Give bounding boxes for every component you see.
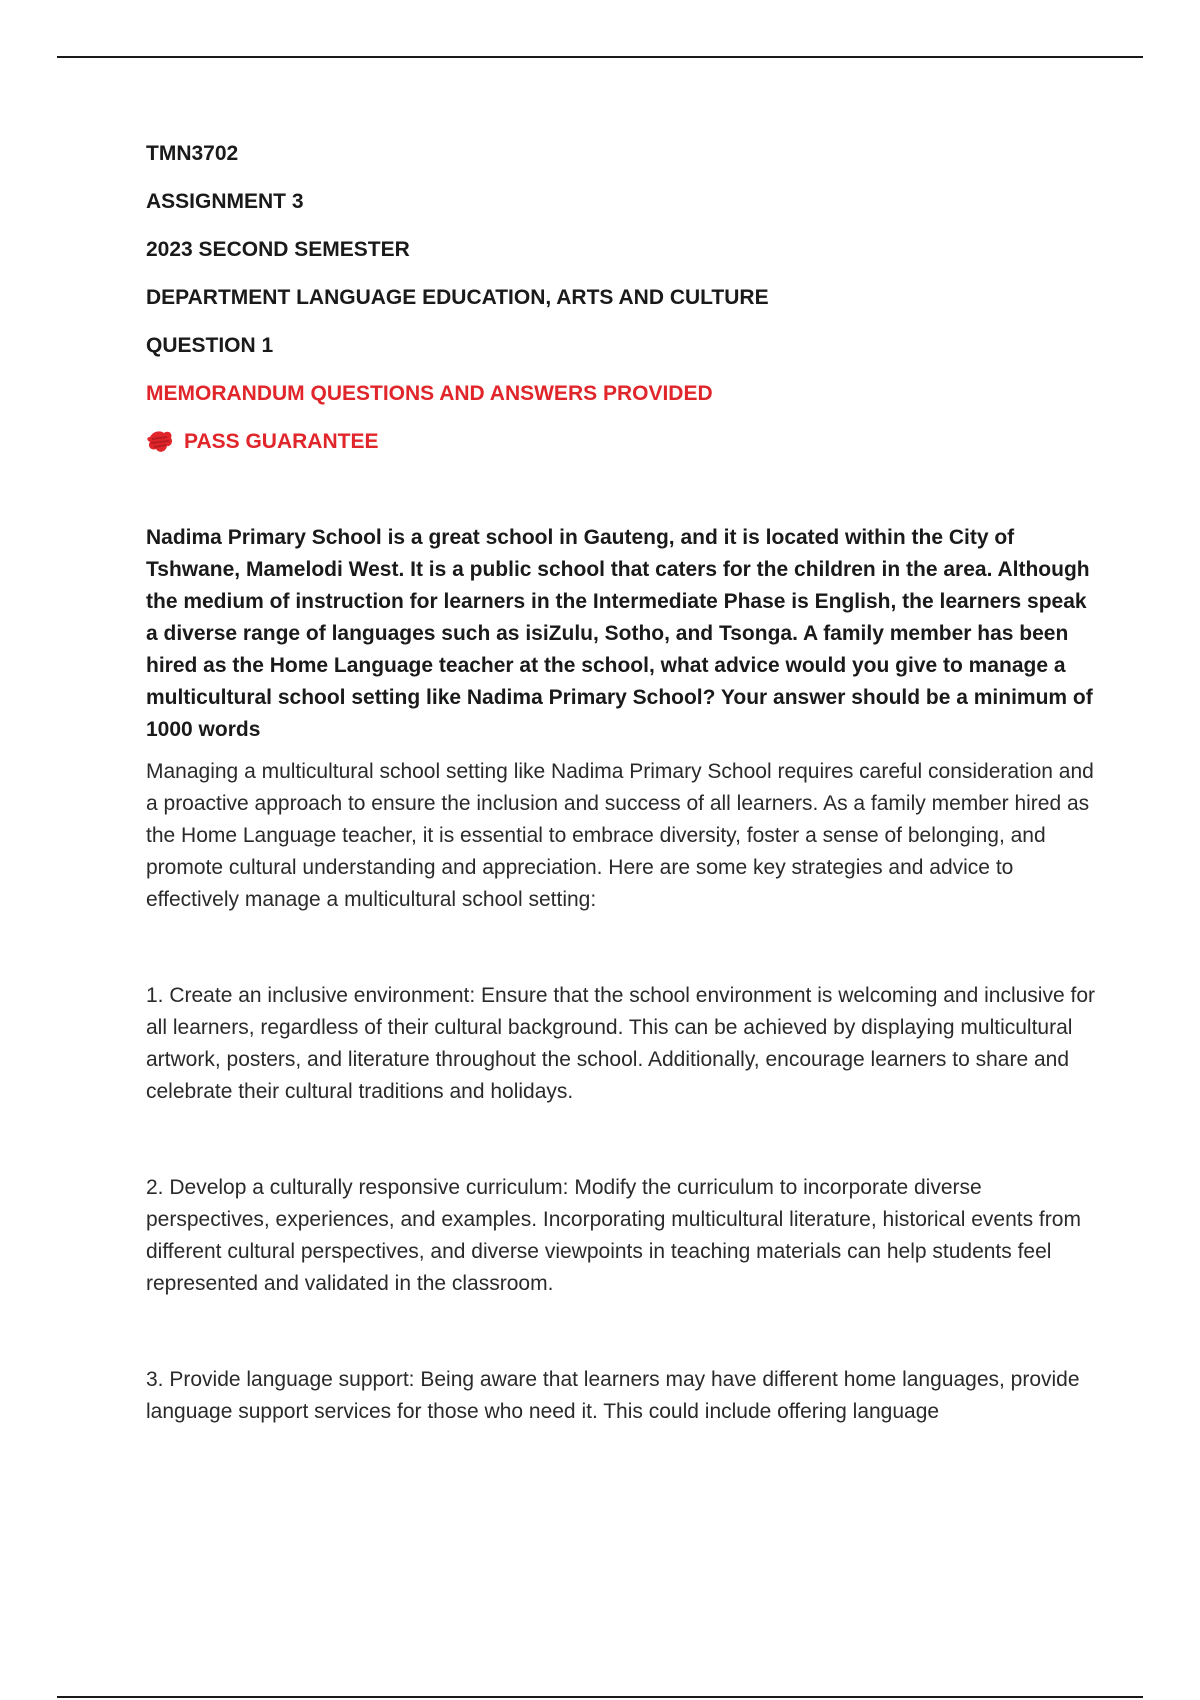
- answer-point-1: 1. Create an inclusive environment: Ensure that the school environment is welcoming and inclusive for all learners, regardless of their cultural background. This can be achieved by displaying multicultural artwork, posters, and literature throughout the school. Additionally, encourage learners to share and celebrate their cultural traditions and holidays.: [146, 984, 1095, 1103]
- assignment-title: ASSIGNMENT 3: [146, 190, 304, 213]
- red-scribble-icon: [146, 429, 174, 455]
- semester-label: 2023 SECOND SEMESTER: [146, 238, 410, 261]
- question-text: Nadima Primary School is a great school in Gauteng, and it is located within the City of Tshwane, Mamelodi West. It is a public school that caters for the children in the area. Although the medium of instruction for learners in the Intermediate Phase is English, the learners speak a diverse range of languages such as isiZulu, Sotho, and Tsonga. A family member has been hired as the Home Language teacher at the school, what advice would you give to manage a multicultural school setting like Nadima Primary School? Your answer should be a minimum of 1000 words: [146, 526, 1093, 741]
- answer-intro: Managing a multicultural school setting like Nadima Primary School requires careful consideration and a proactive approach to ensure the inclusion and success of all learners. As a family member hired as the Home Language teacher, it is essential to embrace diversity, foster a sense of belonging, and promote cultural understanding and appreciation. Here are some key strategies and advice to effectively manage a multicultural school setting:: [146, 760, 1094, 911]
- answer-point-3: 3. Provide language support: Being aware that learners may have different home languages, provide language support services for those who need it. This could include offering language: [146, 1368, 1080, 1423]
- department-label: DEPARTMENT LANGUAGE EDUCATION, ARTS AND CULTURE: [146, 286, 769, 309]
- header-rule: [57, 56, 1143, 58]
- pass-guarantee-banner: [146, 428, 1096, 456]
- answer-point-2: 2. Develop a culturally responsive curriculum: Modify the curriculum to incorporate diverse perspectives, experiences, and examples. Incorporating multicultural literature, historical events from different cultural perspectives, and diverse viewpoints in teaching materials can help students feel represented and validated in the classroom.: [146, 1176, 1081, 1295]
- pass-guarantee-text: PASS GUARANTEE: [184, 430, 379, 453]
- memo-banner: MEMORANDUM QUESTIONS AND ANSWERS PROVIDED: [146, 382, 713, 405]
- footer-rule: [57, 1696, 1143, 1698]
- course-code: TMN3702: [146, 142, 239, 165]
- document-body: [146, 140, 1096, 1428]
- question-label: QUESTION 1: [146, 334, 274, 357]
